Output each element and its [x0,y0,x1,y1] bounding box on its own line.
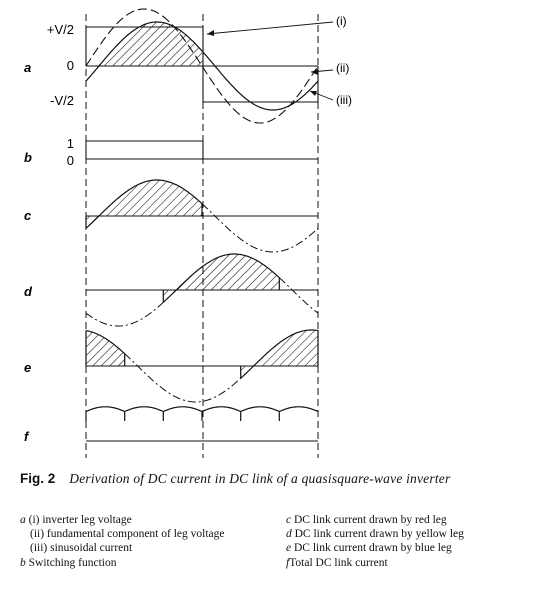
legend-right [286,513,464,570]
label-plus-v2: +V/2 [46,22,74,37]
figure-caption [20,470,520,488]
legend-item: a (i) inverter leg voltage [20,514,132,526]
panel-letter-d: d [24,284,32,299]
arrow-i [207,30,214,36]
panel-letter-f: f [24,429,29,444]
label-b-zero: 0 [66,153,74,168]
panel-letter-a: a [24,60,32,75]
leader-i [207,22,333,34]
legend-item: b Switching function [20,556,117,569]
panel-d-hatched-area [163,254,279,302]
figure-number: Fig. 2 [20,471,56,486]
callout-ii: (ii) [336,61,350,75]
legend-item: fTotal DC link current [286,556,388,569]
panel-letter-e: e [24,360,32,375]
callout-iii: (iii) [336,93,352,107]
legend-item: (iii) sinusoidal current [30,542,133,555]
legend-item: d DC link current drawn by yellow leg [286,528,464,541]
figure-title: Derivation of DC current in DC link of a quasisquare-wave inverter [69,471,451,486]
legend-item: e DC link current drawn by blue leg [286,542,452,555]
panel-e-current-ref [125,354,241,402]
label-b-one: 1 [66,136,74,151]
panel-f-total-current [86,407,318,421]
panel-c-current-ref [202,204,318,252]
arrow-iii [310,91,317,96]
panel-e-hatched-area [86,330,318,378]
panel-a-hatched-area [99,22,203,66]
panel-letter-b: b [24,150,32,165]
panel-c-hatched-area [86,180,202,228]
legend-item: (ii) fundamental component of leg voltage [30,528,225,541]
callout-i: (i) [336,14,347,28]
panel-b-switching-function [86,141,203,159]
label-zero-a: 0 [66,58,74,73]
legend-item: c DC link current drawn by red leg [286,514,447,526]
label-minus-v2: -V/2 [50,93,74,108]
legend-left [20,513,224,570]
panel-letter-c: c [24,208,32,223]
